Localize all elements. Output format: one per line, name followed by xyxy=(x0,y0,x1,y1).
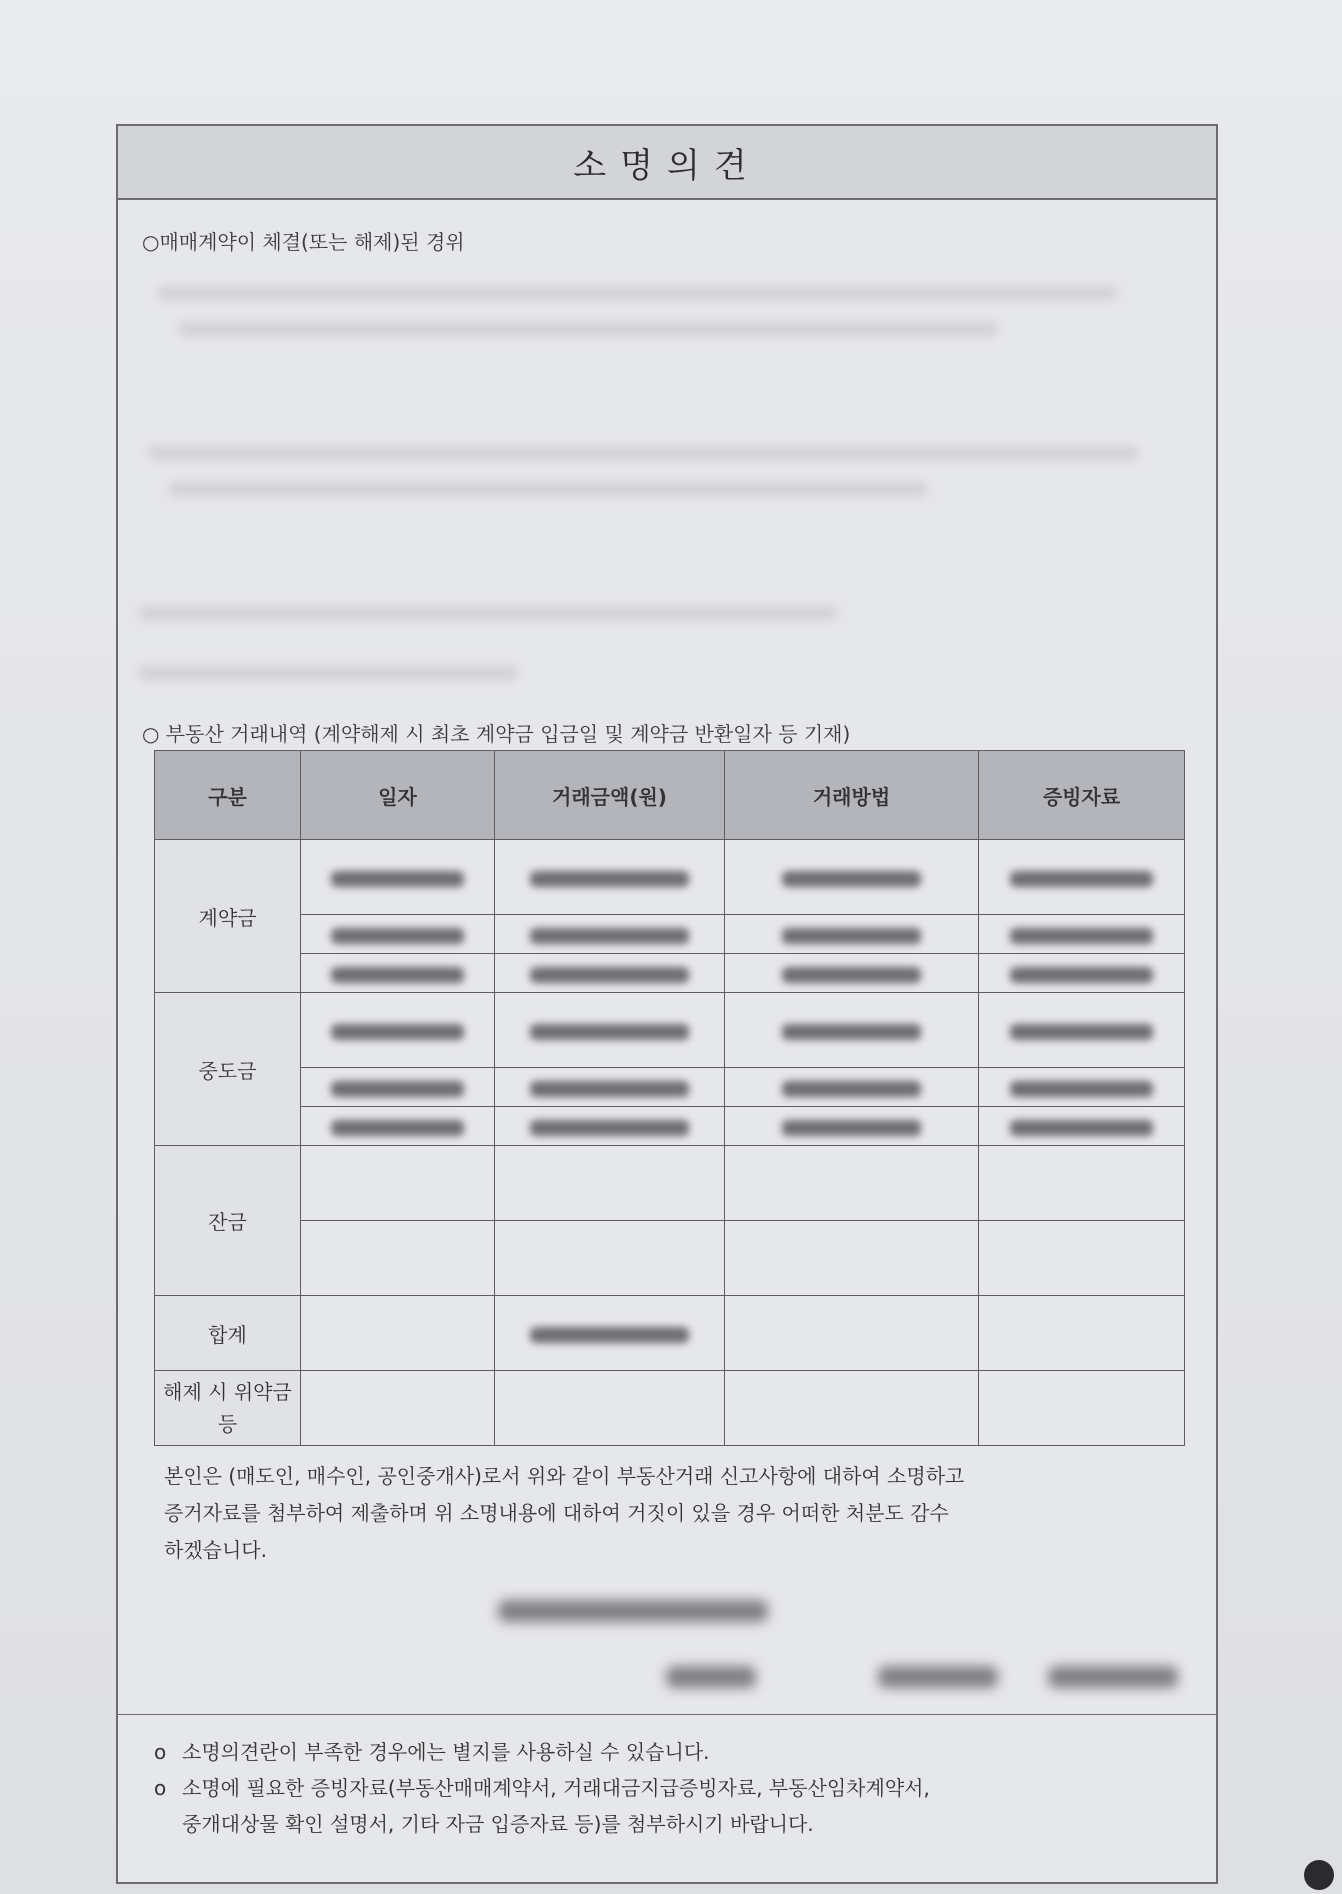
table-row xyxy=(155,954,1185,993)
redacted-cell xyxy=(1010,1081,1152,1097)
redacted-cell xyxy=(782,1120,920,1136)
note-item: o 소명에 필요한 증빙자료(부동산매매계약서, 거래대금지급증빙자료, 부동산임차계약서, xyxy=(154,1776,930,1800)
empty-cell xyxy=(495,1221,725,1296)
redacted-cell xyxy=(331,1081,465,1097)
redacted-text-line xyxy=(138,606,838,620)
redacted-cell xyxy=(331,871,465,887)
table-row xyxy=(155,1068,1185,1107)
category-total: 합계 xyxy=(155,1296,301,1371)
redacted-cell xyxy=(530,871,689,887)
header-method: 거래방법 xyxy=(725,751,979,840)
declaration-line: 본인은 (매도인, 매수인, 공인중개사)로서 위와 같이 부동산거래 신고사항에 대하여 소명하고 xyxy=(164,1464,965,1488)
empty-cell xyxy=(725,1296,979,1371)
note-item: 중개대상물 확인 설명서, 기타 자금 입증자료 등)를 첨부하시기 바랍니다. xyxy=(182,1812,814,1836)
redacted-cell xyxy=(782,1081,920,1097)
empty-cell xyxy=(979,1221,1185,1296)
redacted-signature-area xyxy=(498,1600,768,1622)
redacted-cell xyxy=(530,928,689,944)
table-row xyxy=(155,993,1185,1068)
note-item: o 소명의견란이 부족한 경우에는 별지를 사용하실 수 있습니다. xyxy=(154,1740,710,1764)
empty-cell xyxy=(979,1296,1185,1371)
empty-cell xyxy=(301,1296,495,1371)
form-sheet xyxy=(116,124,1218,1884)
corner-mark xyxy=(1304,1860,1334,1890)
redacted-cell xyxy=(331,928,465,944)
header-date: 일자 xyxy=(301,751,495,840)
redacted-text-line xyxy=(158,286,1118,300)
section-transaction-history-label: ○ 부동산 거래내역 (계약해제 시 최초 계약금 입금일 및 계약금 반환일자 등 기재) xyxy=(142,722,851,746)
redacted-cell xyxy=(530,1024,689,1040)
redacted-text-line xyxy=(148,446,1138,460)
redacted-cell xyxy=(782,967,920,983)
declaration-statement xyxy=(164,1458,1174,1569)
redacted-cell xyxy=(1010,1120,1152,1136)
table-row xyxy=(155,1296,1185,1371)
notes-list xyxy=(154,1734,930,1842)
category-cancellation-penalty: 해제 시 위약금 등 xyxy=(155,1371,301,1446)
redacted-cell xyxy=(1010,928,1152,944)
redacted-cell xyxy=(782,871,920,887)
table-row xyxy=(155,840,1185,915)
redacted-cell xyxy=(530,1120,689,1136)
redacted-cell xyxy=(331,967,465,983)
header-evidence: 증빙자료 xyxy=(979,751,1185,840)
table-row xyxy=(155,1146,1185,1221)
form-title: 소명의견 xyxy=(118,126,1216,200)
header-category: 구분 xyxy=(155,751,301,840)
transaction-table xyxy=(154,750,1185,1446)
empty-cell xyxy=(725,1146,979,1221)
empty-cell xyxy=(301,1371,495,1446)
redacted-signature-area xyxy=(878,1666,998,1688)
section-divider xyxy=(118,1714,1216,1715)
empty-cell xyxy=(301,1221,495,1296)
empty-cell xyxy=(725,1371,979,1446)
redacted-signature-area xyxy=(1048,1666,1178,1688)
empty-cell xyxy=(979,1146,1185,1221)
empty-cell xyxy=(495,1146,725,1221)
redacted-text-line xyxy=(178,322,998,336)
redacted-signature-area xyxy=(666,1666,756,1688)
table-row xyxy=(155,1107,1185,1146)
redacted-cell xyxy=(530,967,689,983)
redacted-text-line xyxy=(168,482,928,496)
empty-cell xyxy=(725,1221,979,1296)
table-header-row xyxy=(155,751,1185,840)
table-row xyxy=(155,915,1185,954)
section-contract-background-label: ○매매계약이 체결(또는 해제)된 경위 xyxy=(142,230,465,254)
redacted-cell xyxy=(782,1024,920,1040)
table-row xyxy=(155,1371,1185,1446)
empty-cell xyxy=(495,1371,725,1446)
category-interim-payment: 중도금 xyxy=(155,993,301,1146)
redacted-cell xyxy=(1010,871,1152,887)
redacted-text-line xyxy=(138,666,518,680)
declaration-line: 증거자료를 첨부하여 제출하며 위 소명내용에 대하여 거짓이 있을 경우 어떠한 처분도 감수 xyxy=(164,1501,949,1525)
table-row xyxy=(155,1221,1185,1296)
header-amount: 거래금액(원) xyxy=(495,751,725,840)
redacted-cell xyxy=(331,1024,465,1040)
redacted-cell xyxy=(782,928,920,944)
redacted-cell xyxy=(530,1081,689,1097)
redacted-cell xyxy=(331,1120,465,1136)
empty-cell xyxy=(979,1371,1185,1446)
empty-cell xyxy=(301,1146,495,1221)
redacted-cell xyxy=(1010,1024,1152,1040)
redacted-cell xyxy=(530,1327,689,1343)
declaration-line: 하겠습니다. xyxy=(164,1538,267,1562)
category-balance: 잔금 xyxy=(155,1146,301,1296)
redacted-cell xyxy=(1010,967,1152,983)
category-deposit: 계약금 xyxy=(155,840,301,993)
